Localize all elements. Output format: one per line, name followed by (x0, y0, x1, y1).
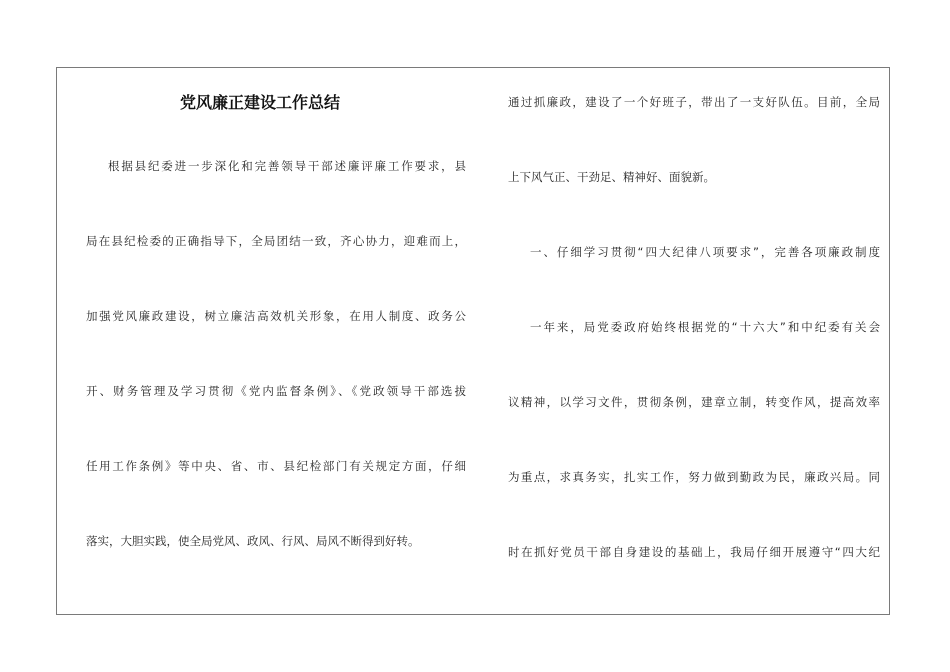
section-heading: 一、仔细学习贯彻“四大纪律八项要求”，完善各项廉政制度 (530, 245, 880, 259)
left-line-6: 落实，大胆实践，使全局党风、政风、行风、局风不断得到好转。 (86, 534, 420, 548)
right-line-4: 一年来，局党委政府始终根据党的“十六大”和中纪委有关会 (530, 320, 880, 334)
left-line-4: 开、财务管理及学习贯彻《党内监督条例》、《党政领导干部选拔 (86, 384, 466, 398)
right-line-2: 上下风气正、干劲足、精神好、面貌新。 (508, 170, 715, 184)
left-line-1: 根据县纪委进一步深化和完善领导干部述廉评廉工作要求，县 (108, 159, 466, 173)
right-line-7: 时在抓好党员干部自身建设的基础上，我局仔细开展遵守“四大纪 (508, 545, 880, 559)
left-line-3: 加强党风廉政建设，树立廉洁高效机关形象，在用人制度、政务公 (86, 309, 466, 323)
right-line-6: 为重点，求真务实，扎实工作，努力做到勤政为民，廉政兴局。同 (508, 470, 880, 484)
left-line-5: 任用工作条例》等中央、省、市、县纪检部门有关规定方面，仔细 (86, 459, 466, 473)
right-line-5: 议精神，以学习文件，贯彻条例，建章立制，转变作风，提高效率 (508, 395, 880, 409)
left-line-2: 局在县纪检委的正确指导下，全局团结一致，齐心协力，迎难而上， (86, 234, 466, 248)
right-line-1: 通过抓廉政，建设了一个好班子，带出了一支好队伍。目前，全局 (508, 95, 880, 109)
document-title: 党风廉正建设工作总结 (179, 93, 340, 112)
